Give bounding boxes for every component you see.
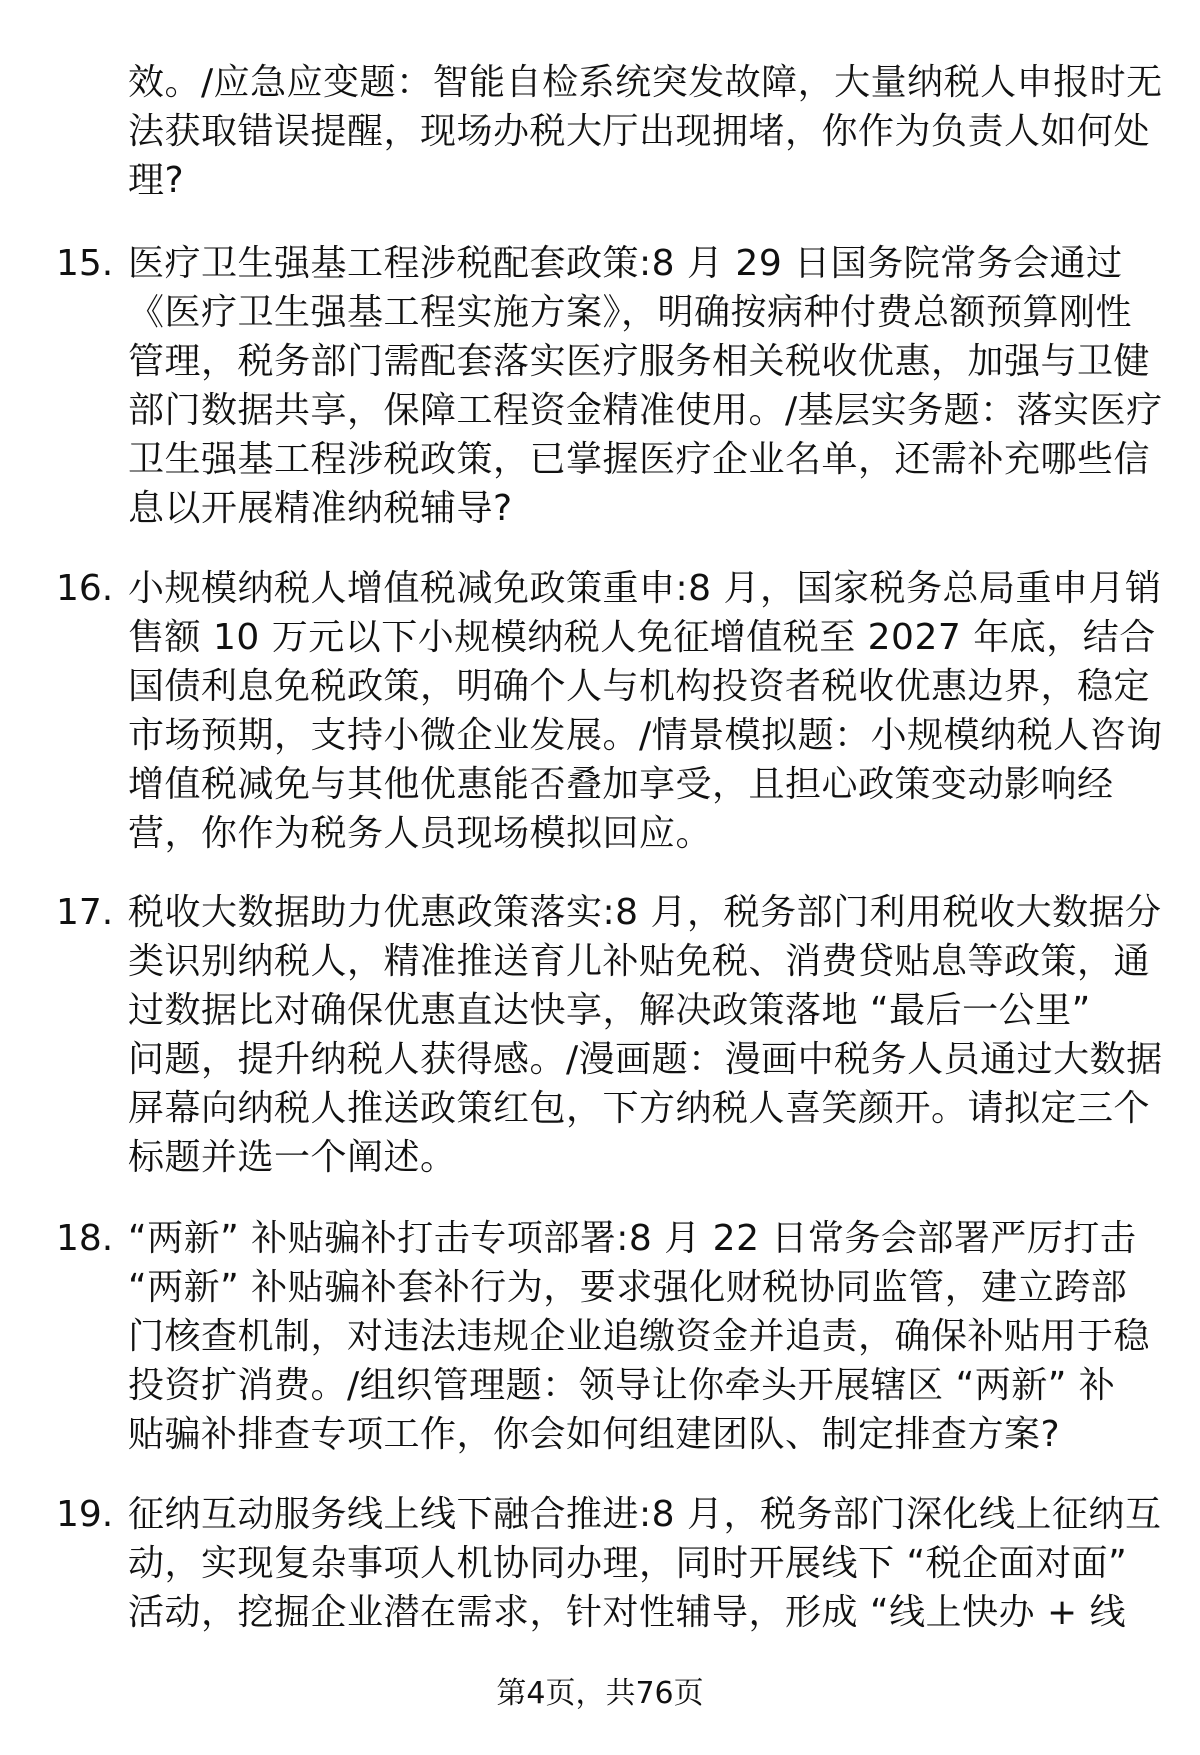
item-number: 15. — [56, 243, 114, 284]
text-line: 标题并选一个阐述。 — [128, 1137, 457, 1178]
text-line: 小规模纳税人增值税减免政策重申:8 月，国家税务总局重申月销 — [128, 568, 1162, 609]
text-line: 管理，税务部门需配套落实医疗服务相关税收优惠，加强与卫健 — [128, 341, 1151, 382]
text-line: 卫生强基工程涉税政策，已掌握医疗企业名单，还需补充哪些信 — [128, 439, 1151, 480]
text-line: “两新” 补贴骗补套补行为，要求强化财税协同监管，建立跨部 — [128, 1267, 1128, 1308]
text-line: 动，实现复杂事项人机协同办理，同时开展线下 “税企面对面” — [128, 1543, 1128, 1584]
text-line: 投资扩消费。/组织管理题：领导让你牵头开展辖区 “两新” 补 — [128, 1365, 1116, 1406]
text-line: 贴骗补排查专项工作，你会如何组建团队、制定排查方案? — [128, 1414, 1061, 1455]
item-number: 19. — [56, 1494, 114, 1535]
text-line: 效。/应急应变题：智能自检系统突发故障，大量纳税人申报时无 — [128, 62, 1163, 103]
text-line: 增值税减免与其他优惠能否叠加享受，且担心政策变动影响经 — [128, 764, 1114, 805]
text-line: 活动，挖掘企业潜在需求，针对性辅导，形成 “线上快办 + 线 — [128, 1592, 1127, 1633]
text-line: 类识别纳税人，精准推送育儿补贴免税、消费贷贴息等政策，通 — [128, 941, 1151, 982]
item-text — [128, 1214, 1168, 1459]
item-text — [128, 888, 1168, 1182]
item-number: 18. — [56, 1218, 114, 1259]
text-line: 部门数据共享，保障工程资金精准使用。/基层实务题：落实医疗 — [128, 390, 1163, 431]
text-line: 门核查机制，对违法违规企业追缴资金并追责，确保补贴用于稳 — [128, 1316, 1151, 1357]
text-line: “两新” 补贴骗补打击专项部署:8 月 22 日常务会部署严厉打击 — [128, 1218, 1137, 1259]
text-line: 国债利息免税政策，明确个人与机构投资者税收优惠边界，稳定 — [128, 666, 1151, 707]
text-line: 市场预期，支持小微企业发展。/情景模拟题：小规模纳税人咨询 — [128, 715, 1163, 756]
page-number: 第4页，共76页 — [496, 1676, 704, 1711]
item-number: 16. — [56, 568, 114, 609]
text-line: 医疗卫生强基工程涉税配套政策:8 月 29 日国务院常务会通过 — [128, 243, 1123, 284]
item-text — [128, 58, 1168, 205]
text-line: 息以开展精准纳税辅导? — [128, 488, 513, 529]
text-line: 税收大数据助力优惠政策落实:8 月，税务部门利用税收大数据分 — [128, 892, 1162, 933]
text-line: 营，你作为税务人员现场模拟回应。 — [128, 813, 713, 854]
text-line: 法获取错误提醒，现场办税大厅出现拥堵，你作为负责人如何处 — [128, 111, 1151, 152]
text-line: 《医疗卫生强基工程实施方案》，明确按病种付费总额预算刚性 — [128, 292, 1133, 333]
text-line: 过数据比对确保优惠直达快享，解决政策落地 “最后一公里” — [128, 990, 1091, 1031]
text-line: 屏幕向纳税人推送政策红包，下方纳税人喜笑颜开。请拟定三个 — [128, 1088, 1151, 1129]
item-text — [128, 239, 1168, 533]
text-line: 售额 10 万元以下小规模纳税人免征增值税至 2027 年底，结合 — [128, 617, 1156, 658]
text-line: 征纳互动服务线上线下融合推进:8 月，税务部门深化线上征纳互 — [128, 1494, 1162, 1535]
text-line: 问题，提升纳税人获得感。/漫画题：漫画中税务人员通过大数据 — [128, 1039, 1163, 1080]
item-text — [128, 564, 1168, 858]
item-number: 17. — [56, 892, 114, 933]
item-text — [128, 1490, 1168, 1637]
text-line: 理? — [128, 160, 185, 201]
